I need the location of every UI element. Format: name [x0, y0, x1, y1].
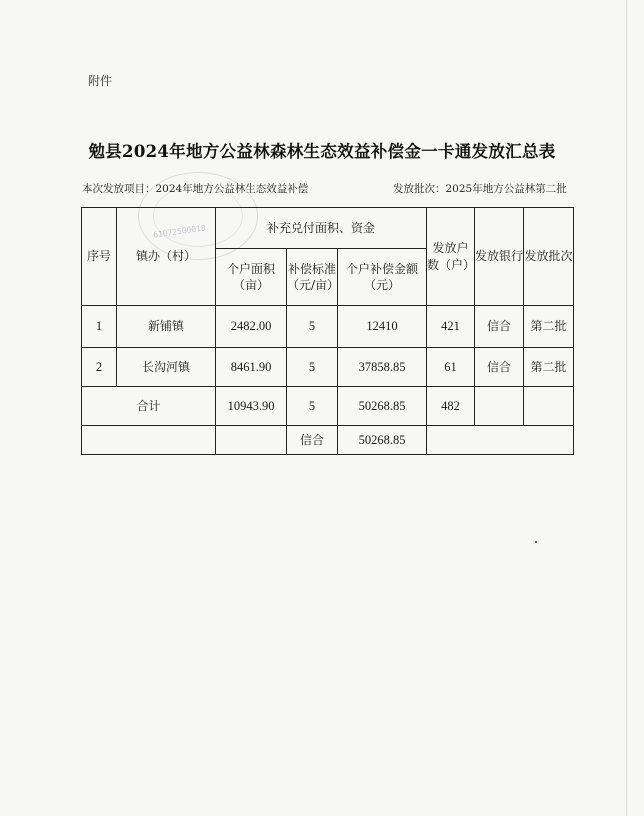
- scan-speck: [535, 541, 537, 543]
- total-amount: 50268.85: [338, 387, 427, 426]
- cell-town: 新铺镇: [117, 306, 216, 348]
- header-town: 镇办（村）: [117, 208, 216, 306]
- header-area: 个户面积（亩）: [216, 249, 287, 306]
- total-standard: 5: [287, 387, 338, 426]
- cell-batch: 第二批: [524, 306, 574, 348]
- bank-total-amount: 50268.85: [338, 426, 427, 455]
- cell-bank: 信合: [475, 348, 524, 387]
- table-row: [82, 306, 574, 348]
- cell-amount: 12410: [338, 306, 427, 348]
- header-households: 发放户数（户）: [427, 208, 475, 306]
- batch-line: 发放批次：2025年地方公益林第二批: [393, 183, 567, 195]
- cell-seq: 2: [82, 348, 117, 387]
- cell-town: 长沟河镇: [117, 348, 216, 387]
- header-batch: 发放批次: [524, 208, 574, 306]
- cell-area: 8461.90: [216, 348, 287, 387]
- attachment-label: 附件: [88, 74, 113, 88]
- total-label: 合计: [82, 387, 216, 426]
- bank-total-empty-1: [82, 426, 216, 455]
- bank-total-empty-3: [427, 426, 574, 455]
- seal-number: 61072500018: [152, 223, 207, 240]
- cell-batch: 第二批: [524, 348, 574, 387]
- cell-seq: 1: [82, 306, 117, 348]
- cell-bank: 信合: [475, 306, 524, 348]
- header-seq: 序号: [82, 208, 117, 306]
- summary-table: [81, 207, 574, 455]
- cell-area: 2482.00: [216, 306, 287, 348]
- cell-households: 61: [427, 348, 475, 387]
- cell-standard: 5: [287, 348, 338, 387]
- total-households: 482: [427, 387, 475, 426]
- header-standard: 补偿标准（元/亩）: [287, 249, 338, 306]
- total-area: 10943.90: [216, 387, 287, 426]
- total-batch-empty: [524, 387, 574, 426]
- bank-total-empty-2: [216, 426, 287, 455]
- document-title: 勉县2024年地方公益林森林生态效益补偿金一卡通发放汇总表: [88, 142, 556, 161]
- cell-standard: 5: [287, 306, 338, 348]
- total-row: [82, 387, 574, 426]
- bank-total-row: [82, 426, 574, 455]
- header-amount: 个户补偿金额（元）: [338, 249, 427, 306]
- header-row-1: [82, 208, 574, 249]
- header-group: 补充兑付面积、资金: [216, 208, 427, 249]
- cell-households: 421: [427, 306, 475, 348]
- bank-total-bank: 信合: [287, 426, 338, 455]
- header-bank: 发放银行: [475, 208, 524, 306]
- cell-amount: 37858.85: [338, 348, 427, 387]
- project-line: 本次发放项目：2024年地方公益林生态效益补偿: [82, 183, 309, 195]
- table-row: [82, 348, 574, 387]
- page-edge-line: [626, 0, 627, 816]
- total-bank-empty: [475, 387, 524, 426]
